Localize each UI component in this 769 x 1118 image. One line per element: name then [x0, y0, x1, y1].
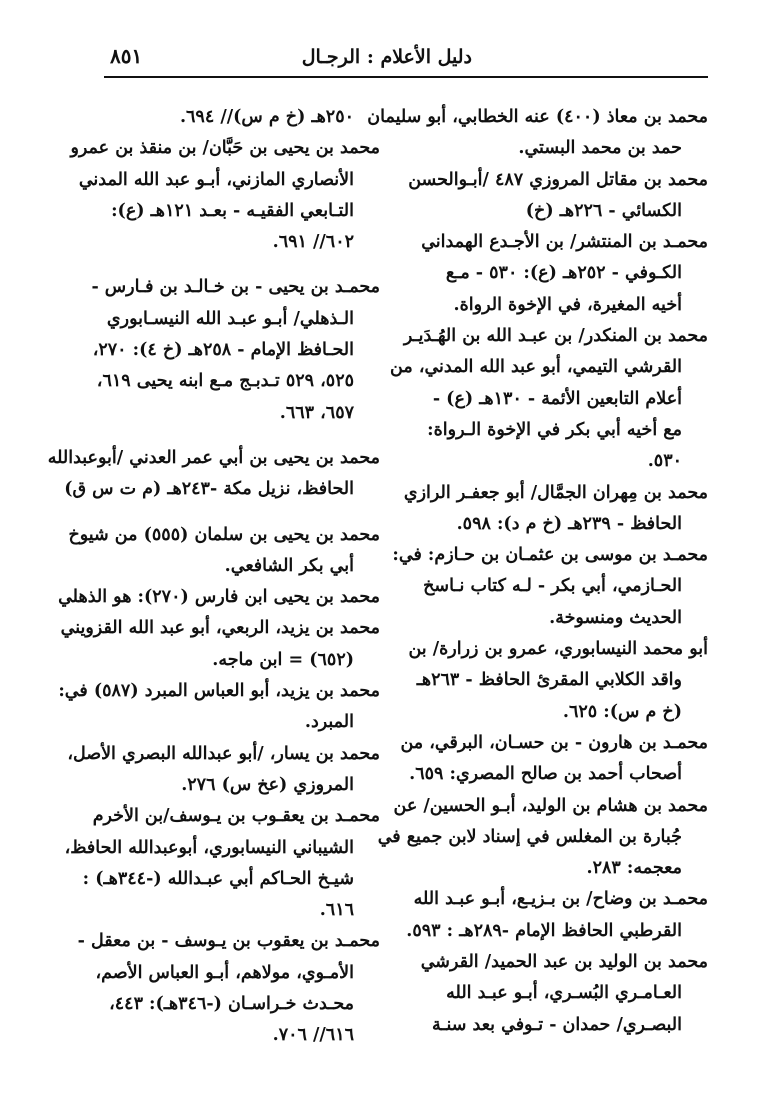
entry-line: ٥٢٥، ٥٢٩ تـدبـج مـع ابنه يحيى ٦١٩،	[96, 371, 354, 392]
entry-line: ٦١٦.	[319, 900, 354, 921]
index-entry	[392, 540, 708, 634]
index-entry	[422, 947, 708, 1041]
entry-line: الكـوفي - ٢٥٢هـ (ع): ٥٣٠ - مـع	[445, 263, 682, 284]
entry-line: معجمه: ٢٨٣.	[586, 858, 682, 879]
entry-line: محمـد بن يعقوب بن يـوسف - بن معقل -	[77, 931, 380, 952]
entry-line: الحافظ، نزيل مكة -٢٤٣هـ (م ت س ق)	[64, 479, 354, 500]
entry-line: الكسائي - ٢٢٦هـ (خ)	[525, 200, 682, 221]
index-entry	[406, 884, 708, 947]
entry-line: حمد بن محمد البستي.	[518, 138, 682, 159]
index-entry	[400, 728, 708, 791]
entry-line: الحـافظ الإمام - ٢٥٨هـ (خ ٤): ٢٧٠،	[92, 340, 354, 361]
entry-line: الحافظ - ٢٣٩هـ (خ م د): ٥٩٨.	[456, 513, 682, 534]
index-entry	[47, 443, 380, 506]
entry-line: محمـد بن وضاح/ بن بـزيـع، أبـو عبـد الله	[413, 889, 708, 910]
entry-line: ٥٣٠.	[647, 451, 682, 472]
entry-line: محمـد بن يحيى - بن خـالـد بن فـارس -	[91, 277, 380, 298]
entry-line: محمد بن يحيى بن سلمان (٥٥٥) من شيوخ	[68, 524, 380, 545]
page-number: ٨٥١	[110, 44, 143, 68]
entry-line: أخيه المغيرة، في الإخوة الرواة.	[453, 294, 682, 315]
entry-line: المبرد.	[304, 712, 354, 733]
index-entry	[408, 165, 708, 228]
entry-line: محمد بن يزيد، أبو العباس المبرد (٥٨٧) في:	[58, 681, 380, 702]
index-entry	[64, 801, 380, 926]
entry-line: محمـد بن المنتشر/ بن الأجـدع الهمداني	[421, 232, 708, 253]
entry-line: المروزي (عخ س) ٢٧٦.	[181, 774, 354, 795]
index-entry	[377, 791, 708, 885]
entry-line: (خ م س): ٦٢٥.	[562, 701, 682, 722]
entry-line: محمد بن يحيى ابن فارس (٢٧٠): هو الذهلي	[58, 587, 380, 608]
entry-line: محـدث خـراسـان (-٣٤٦هـ): ٤٤٣،	[109, 994, 354, 1015]
entry-line: جُبارة بن المغلس في إسناد لابن جميع في	[377, 826, 682, 847]
entry-line: ٦١٦// ٧٠٦.	[272, 1025, 354, 1046]
entry-line: الحديث ومنسوخة.	[549, 607, 682, 628]
index-entry	[70, 133, 380, 258]
entry-line: محمد بن المنكدر/ بن عبـد الله بن الهُـدَيـر	[403, 326, 708, 347]
index-entry	[408, 634, 708, 728]
index-entry	[104, 102, 380, 133]
entry-line: شيـخ الحـاكم أبي عبـدالله (-٣٤٤هـ) :	[82, 868, 354, 889]
index-entry	[60, 613, 380, 676]
index-entry	[58, 582, 380, 613]
index-entry	[77, 926, 380, 1051]
entry-line: محمد بن يزيد، الربعي، أبو عبد الله القزويني	[60, 618, 380, 639]
entry-line: الأمـوي، مولاهم، أبـو العباس الأصم،	[95, 962, 354, 983]
index-entry	[422, 227, 708, 321]
index-entry	[367, 102, 708, 165]
entry-line: الـذهلي/ أبـو عبـد الله النيسـابوري	[106, 308, 354, 329]
left-column	[47, 102, 380, 1052]
entry-line: محمد بن يسار، /أبو عبدالله البصري الأصل،	[67, 743, 380, 764]
index-entry	[390, 321, 708, 477]
page-header	[104, 40, 708, 74]
entry-line: القرشي التيمي، أبو عبد الله المدني، من	[390, 357, 682, 378]
entry-line: البصـري/ حمدان - تـوفي بعد سنـة	[431, 1014, 682, 1035]
entry-line: (٦٥٢) = ابن ماجه.	[212, 649, 354, 670]
index-entry	[91, 272, 380, 428]
entry-line: الأنصاري المازني، أبـو عبد الله المدني	[78, 169, 354, 190]
entry-line: الحـازمي، أبي بكر - لـه كتاب نـاسخ	[423, 576, 682, 597]
entry-line: العـامـري البُسـري، أبـو عبـد الله	[446, 983, 682, 1004]
index-entry	[67, 739, 380, 802]
entry-line: أبو محمد النيسابوري، عمرو بن زرارة/ بن	[408, 639, 708, 660]
entry-line: محمد بن يحيى بن حَبَّان/ بن منقذ بن عمرو	[70, 138, 380, 159]
header-rule	[104, 76, 708, 78]
entry-line: مع أخيه أبي بكر في الإخوة الـرواة:	[427, 419, 682, 440]
right-column	[367, 102, 708, 1041]
entry-line: أبي بكر الشافعي.	[224, 555, 354, 576]
entry-line: الشيباني النيسابوري، أبوعبدالله الحافظ،	[64, 837, 354, 858]
entry-line: واقد الكلابي المقرئ الحافظ - ٢٦٣هـ	[416, 670, 682, 691]
entry-line: أعلام التابعين الأئمة - ١٣٠هـ (ع) -	[432, 388, 682, 409]
entry-line: القرطبي الحافظ الإمام -٢٨٩هـ : ٥٩٣.	[406, 920, 682, 941]
index-entry	[68, 520, 380, 583]
entry-line: ٦٥٧، ٦٦٣.	[279, 402, 354, 423]
entry-line: محمد بن الوليد بن عبد الحميد/ القرشي	[420, 952, 708, 973]
index-entry	[58, 676, 380, 739]
entry-line: أصحاب أحمد بن صالح المصري: ٦٥٩.	[409, 764, 682, 785]
entry-line: محمـد بن يعقـوب بن يـوسف/بن الأخرم	[92, 806, 380, 827]
entry-line: ٦٠٢// ٦٩١.	[272, 232, 354, 253]
entry-line: محمـد بن موسى بن عثمـان بن حـازم: في:	[392, 545, 708, 566]
entry-line: محمد بن مِهران الجمَّال/ أبو جعفـر الرازي	[403, 482, 708, 503]
entry-line: التـابعي الفقيـه - بعـد ١٢١هـ (ع):	[111, 200, 354, 221]
running-title: دليل الأعلام : الرجـال	[301, 46, 472, 68]
entry-line: محمد بن معاذ (٤٠٠) عنه الخطابي، أبو سليمان	[367, 107, 708, 127]
entry-line: محمد بن هشام بن الوليد، أبـو الحسين/ عن	[393, 795, 708, 816]
index-entry	[403, 478, 708, 541]
entry-line: محمد بن مقاتل المروزي ٤٨٧ /أبـوالحسن	[408, 169, 708, 190]
entry-line: ٢٥٠هـ (خ م س)// ٦٩٤.	[179, 107, 354, 127]
entry-line: محمـد بن هارون - بن حسـان، البرقي، من	[400, 732, 708, 753]
entry-line: محمد بن يحيى بن أبي عمر العدني /أبوعبدالله	[47, 447, 380, 468]
